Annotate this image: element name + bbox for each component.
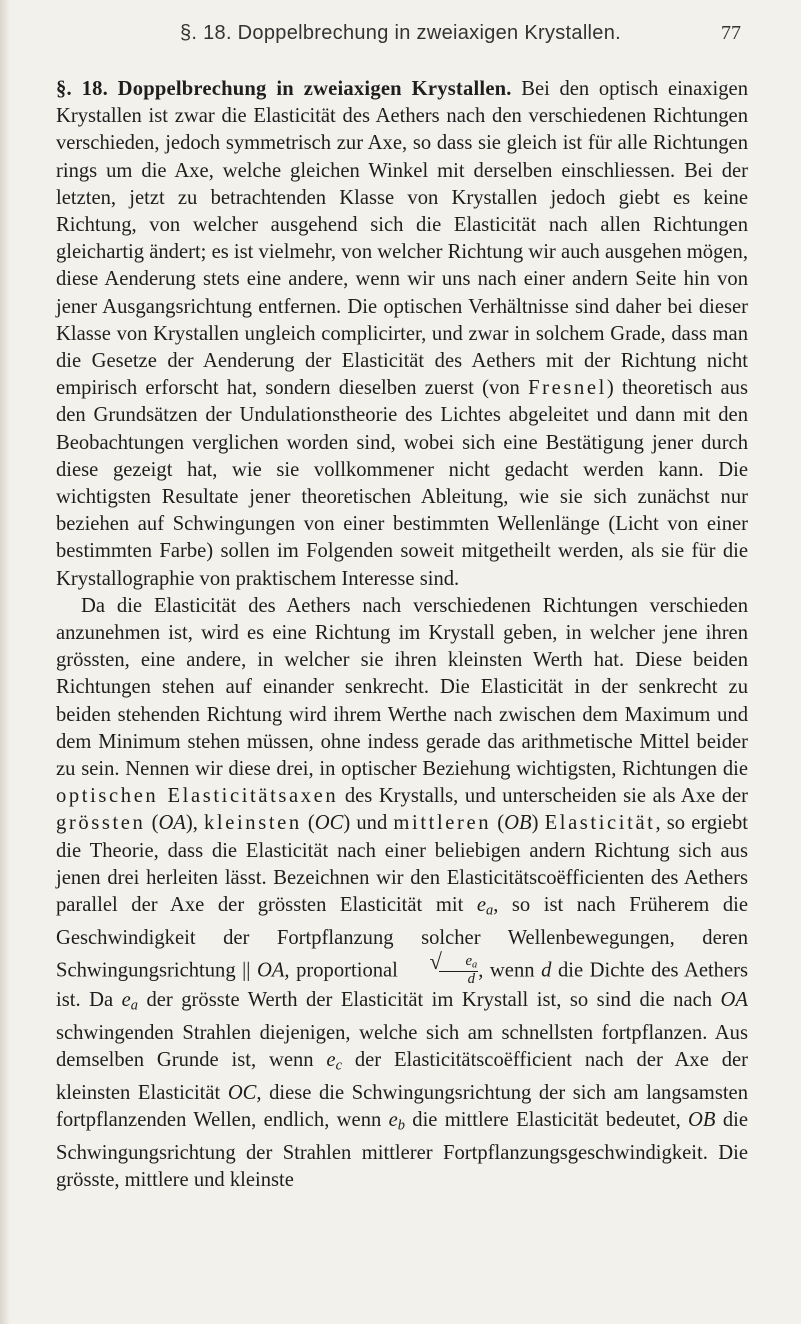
page-header [60,22,741,58]
sqrt-sign: √ [429,949,442,975]
math-OA: OA [158,812,186,835]
fraction-denominator: d [467,971,476,988]
p2-text-18: die mittlere Elasticität bedeutet, [404,1108,689,1131]
term-elasticity-axes: optischen Elasticitätsaxen [56,785,339,808]
p2-text-12: , wenn [478,959,542,982]
p2-text-1: Da die Elasticität des Aethers nach verschiedenen Richtungen verschieden anzunehmen ist, wird es eine Richtung im Krystall geben, in welcher jene ihren grössten, eine andere, in welcher sie ihren kleinsten Werth hat. Diese beiden Richtungen stehen auf einander senkrecht. Die Elasticität in der senkrecht zu beiden stehenden Richtung wird ihrem Werthe nach zwischen dem Maximum und dem Minimum stehen müssen, ohne indess gerade das arithmetische Mittel beider zu sein. Nennen wir diese drei, in optischer Beziehung wichtigsten, Richtungen die [56,594,748,781]
p2-text-15: schwingenden Strahlen diejenigen, welche sich am schnellsten fortpflanzen. Aus demselben Grunde ist, wenn [56,1021,748,1071]
p2-text-7: ( [491,812,505,835]
math-OC-2: OC [227,1081,257,1104]
fraction-numerator-e: e [465,953,473,970]
math-OB: OB [504,812,532,835]
p2-text-16: der Elasticitätscoëfficient nach der Axe der kleinsten Elasticität [56,1048,748,1104]
p2-text-9: , so ergiebt die Theorie, dass die Elasticität nach einer beliebigen andern Richtung sich aus jenen drei herleiten lässt. Bezeichnen wir den Elasticitätscoëfficienten des Aethers parallel der Axe der grössten Elasticität mit [56,812,749,917]
name-fresnel: Fresnel [528,377,607,400]
p2-text-17: , diese die Schwingungsrichtung der sich am langsamsten fortpflanzenden Wellen, endlich, wenn [56,1081,748,1131]
page-gutter-shadow [0,0,10,1324]
math-d: d [541,959,552,982]
math-e-subscript: a [485,902,494,919]
p2-text-2: des Krystalls, und unterscheiden sie als Axe der [338,785,748,808]
p2-text-13: die Dichte des Aethers ist. Da [56,959,748,1011]
p2-text-3: ( [145,812,159,835]
p2-text-8: ) [531,812,545,835]
fraction-numerator [439,954,478,972]
body-text [56,76,748,1194]
sqrt-formula [404,949,478,988]
paragraph-2 [56,593,748,1194]
p2-text-11: , proportional [284,959,405,982]
p2-text-5: ( [301,812,315,835]
math-e-c: e [326,1048,336,1071]
p2-text-19: die Schwingungsrichtung der Strahlen mittlerer Fortpflanzungsgeschwindigkeit. Die grösste, mittlere und kleinste [56,1108,748,1191]
math-e-b-subscript: b [397,1117,405,1134]
paragraph-1-text-a: Bei den optisch einaxigen Krystallen ist zwar die Elasticität des Aethers nach den verschiedenen Richtungen verschieden, jedoch symmetrisch zur Axe, so dass sie gleich ist für alle Richtungen rings um die Axe, welche gleichen Winkel mit derselben einschliessen. Bei der letzten, jetzt zu betrachtenden Klasse von Krystallen jedoch giebt es keine Richtung, von welcher ausgehend sich die Elasticität nach allen Richtungen gleichartig ändert; es ist vielmehr, von welcher Richtung wir auch ausgehen mögen, diese Aenderung stets eine andere, wenn wir uns nach einer andern Seite hin von jener Ausgangsrichtung entfernen. Die optischen Verhältnisse sind daher bei dieser Klasse von Krystallen ungleich complicirter, und zwar in solchem Grade, dass man die Gesetze der Aenderung der Elasticität des Aethers mit der Richtung nicht empirisch erforscht hat, sondern dieselben zuerst (von [56,78,748,400]
math-e-c-subscript: c [335,1057,342,1074]
p2-text-14: der grösste Werth der Elasticität im Krystall ist, so sind die nach [137,988,721,1011]
term-middle: mittleren [393,812,492,835]
math-e-b: e [388,1108,398,1131]
page-number: 77 [721,22,741,44]
math-OB-2: OB [688,1108,716,1131]
math-e-2: e [121,988,131,1011]
math-OA-3: OA [720,988,748,1011]
math-e-2-subscript: a [130,997,138,1014]
section-title: Doppelbrechung in zweiaxigen Krystallen. [117,78,512,100]
math-e: e [476,894,486,917]
math-OC: OC [314,812,344,835]
term-smallest: kleinsten [204,812,302,835]
paragraph-1-text-b: ) theoretisch aus den Grundsätzen der Undulationstheorie des Lichtes abgeleitet und dann mit den Beobachtungen verglichen worden sind, wobei sich eine Bestätigung jener durch diese gezeigt hat, wie sie vollkommener nicht gedacht werden kann. Die wichtigsten Resultate jener theoretischen Ableitung, wie sie sich zunächst nur beziehen auf Schwingungen von einer bestimmten Wellenlänge (Licht von einer bestimmten Farbe) sollen im Folgenden soweit mitgetheilt werden, als sie für die Krystallographie von praktischem Interesse sind. [56,377,748,590]
p2-text-6: ) und [343,812,394,835]
p2-text-10: , so ist nach Früherem die Geschwindigkeit der Fortpflanzung solcher Wellenbewegungen, deren Schwingungsrichtung || [56,894,748,982]
paragraph-1 [56,76,748,593]
math-OA-2: OA [256,959,285,982]
section-number: §. 18. [56,78,109,100]
p2-text-4: ), [185,812,205,835]
term-elasticity: Elasticität [544,812,656,835]
fraction [439,952,478,987]
term-greatest: grössten [56,812,146,835]
fraction-numerator-subscript: a [472,959,478,971]
running-head: §. 18. Doppelbrechung in zweiaxigen Krystallen. [179,22,622,44]
